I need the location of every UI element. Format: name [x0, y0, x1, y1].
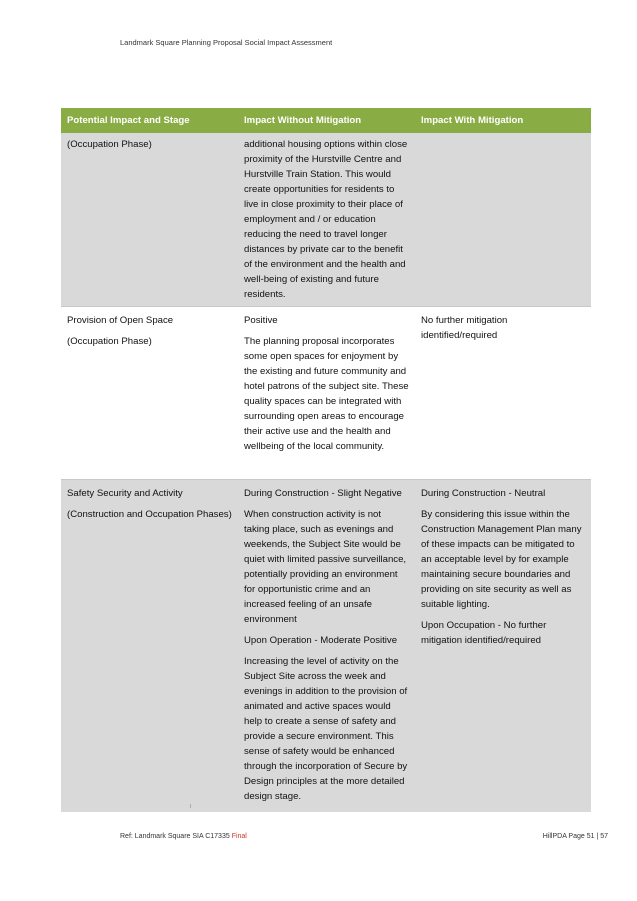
- column-header-with-mitigation: Impact With Mitigation: [415, 108, 591, 133]
- with-mitigation-cell: [415, 307, 591, 480]
- impact-cell: [61, 480, 238, 813]
- without-mitigation-rating: Upon Operation - Moderate Positive: [244, 635, 398, 646]
- without-mitigation-text: When construction activity is not taking place, such as evenings and weekends, the Subject Site would be quiet with limited passive surveillance, potentially providing an environment for opportunistic crime and an increased feeling of an unsafe environment: [244, 509, 407, 625]
- with-mitigation-text: By considering this issue within the Construction Management Plan many of these impacts can be mitigated to an acceptable level by for example maintaining secure boundaries and providing on site security as well as suitable lighting.: [421, 509, 582, 610]
- without-mitigation-cell: [238, 307, 415, 480]
- without-mitigation-rating: During Construction - Slight Negative: [244, 488, 402, 499]
- column-header-without-mitigation: Impact Without Mitigation: [238, 108, 415, 133]
- without-mitigation-cell: [238, 133, 415, 307]
- impact-stage: (Construction and Occupation Phases): [67, 509, 232, 520]
- impact-stage: (Occupation Phase): [67, 336, 152, 347]
- table-row: [61, 480, 591, 813]
- footer-status: Final: [231, 833, 247, 840]
- with-mitigation-text: Upon Occupation - No further mitigation identified/required: [421, 620, 547, 646]
- without-mitigation-cell: [238, 480, 415, 813]
- impact-cell: [61, 307, 238, 480]
- impact-title: Safety Security and Activity: [67, 488, 183, 499]
- with-mitigation-text: No further mitigation identified/required: [421, 315, 508, 341]
- impact-assessment-table: [61, 108, 591, 812]
- impact-cell: [61, 133, 238, 307]
- footer-ref-text: Ref: Landmark Square SIA C17335: [120, 833, 230, 840]
- without-mitigation-text: Increasing the level of activity on the Subject Site across the week and evenings in addition to the provision of animated and active spaces would help to create a sense of safety and provide a secure environment. This sense of safety would be enhanced through the incorporation of Secure by Design principles at the more detailed design stage.: [244, 656, 408, 802]
- table-row: [61, 307, 591, 480]
- page-header-title: Landmark Square Planning Proposal Social Impact Assessment: [120, 38, 333, 47]
- footer-page-number: HillPDA Page 51 | 57: [542, 833, 608, 840]
- without-mitigation-text: additional housing options within close proximity of the Hurstville Centre and Hurstville Train Station. This would create opportunities for residents to live in close proximity to their place of employment and / or education reducing the need to travel longer distances by private car to the benefit of the environment and the health and well-being of existing and future residents.: [244, 139, 408, 300]
- impact-stage: (Occupation Phase): [67, 139, 152, 150]
- page-marker: [190, 804, 191, 808]
- table-row: [61, 133, 591, 307]
- with-mitigation-cell: [415, 133, 591, 307]
- with-mitigation-rating: During Construction - Neutral: [421, 488, 546, 499]
- impact-title: Provision of Open Space: [67, 315, 174, 326]
- table-header-row: [61, 108, 591, 133]
- without-mitigation-text: The planning proposal incorporates some open spaces for enjoyment by the existing and future community and hotel patrons of the subject site. These quality spaces can be integrated with surrounding open areas to encourage their active use and the health and wellbeing of the local community.: [244, 336, 409, 452]
- column-header-impact: Potential Impact and Stage: [61, 108, 238, 133]
- footer-reference: [120, 833, 247, 840]
- without-mitigation-rating: Positive: [244, 315, 278, 326]
- with-mitigation-cell: [415, 480, 591, 813]
